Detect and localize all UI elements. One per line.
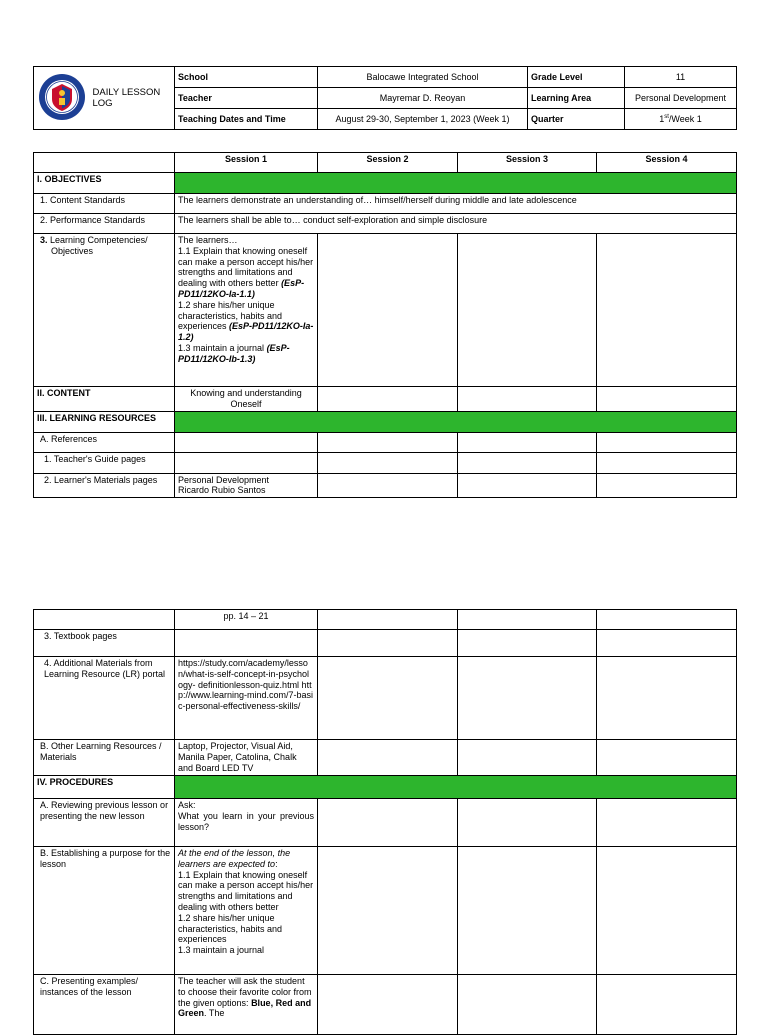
quarter-value	[625, 109, 737, 130]
references-session-2	[318, 432, 458, 452]
competency-1-2-text: 1.2 share his/her unique characteristics, habits and experiences	[178, 299, 283, 332]
learning-area-value: Personal Development	[625, 88, 737, 109]
dates-value: August 29-30, September 1, 2023 (Week 1)	[318, 109, 528, 130]
competency-1-2-code: (EsP-PD11/12KO-Ia-1.2)	[178, 321, 314, 343]
references-session-1	[175, 432, 318, 452]
textbook-session-2	[318, 630, 458, 657]
teacher-label: Teacher	[175, 88, 318, 109]
competency-1-3	[178, 343, 314, 365]
dll-title-line1: DAILY LESSON	[92, 86, 161, 98]
additional-session-2	[318, 657, 458, 740]
school-label: School	[175, 67, 318, 88]
presenting-session-2	[318, 975, 458, 1035]
performance-standards-value: The learners shall be able to… conduct self-exploration and simple disclosure	[175, 214, 737, 234]
quarter-suffix: st	[664, 113, 669, 120]
establishing-1-1: 1.1 Explain that knowing oneself can make a person accept his/her strengths and limitations and dealing with others better	[178, 869, 314, 912]
deped-seal-icon	[38, 73, 86, 121]
reviewing-question: What you learn in your previous lesson?	[178, 810, 314, 832]
dll-title-line2: LOG	[92, 98, 113, 109]
quarter-label: Quarter	[528, 109, 625, 130]
header-table	[33, 66, 737, 130]
competencies-session-3	[458, 234, 597, 387]
reviewing-ask: Ask:	[178, 800, 196, 810]
presenting-tail: . The	[204, 1008, 225, 1019]
other-resources-value: Laptop, Projector, Visual Aid, Manila Paper, Catolina, Chalk and Board LED TV	[175, 740, 318, 776]
teachers-guide-session-4	[597, 452, 737, 473]
textbook-session-4	[597, 630, 737, 657]
content-session-4	[597, 387, 737, 412]
pages-value: pp. 14 – 21	[175, 610, 318, 630]
session-4-header: Session 4	[597, 153, 737, 173]
establishing-intro	[178, 848, 314, 870]
teachers-guide-session-2	[318, 452, 458, 473]
additional-session-4	[597, 657, 737, 740]
competency-1-3-code: (EsP-PD11/12KO-Ib-1.3)	[178, 342, 290, 364]
pages-session-3	[458, 610, 597, 630]
competency-1-3-text: 1.3 maintain a journal	[178, 342, 267, 353]
learners-materials-label: 2. Learner's Materials pages	[34, 473, 175, 498]
content-heading: II. CONTENT	[34, 387, 175, 412]
session-3-header: Session 3	[458, 153, 597, 173]
blank-header-cell	[34, 153, 175, 173]
reviewing-session-2	[318, 799, 458, 847]
content-session-1: Knowing and understanding Oneself	[175, 387, 318, 412]
other-session-4	[597, 740, 737, 776]
session-1-header: Session 1	[175, 153, 318, 173]
deped-seal-cell	[34, 67, 90, 130]
content-standards-label: 1. Content Standards	[34, 194, 175, 214]
additional-materials-label: 4. Additional Materials from Learning Resource (LR) portal	[34, 657, 175, 740]
competencies-session-4	[597, 234, 737, 387]
presenting-label: C. Presenting examples/ instances of the lesson	[34, 975, 175, 1035]
presenting-session-4	[597, 975, 737, 1035]
content-standards-value: The learners demonstrate an understanding of… himself/herself during middle and late adolescence	[175, 194, 737, 214]
textbook-pages-label: 3. Textbook pages	[34, 630, 175, 657]
quarter-week: /Week 1	[668, 113, 702, 124]
presenting-session-3	[458, 975, 597, 1035]
reviewing-session-3	[458, 799, 597, 847]
pages-label-cell	[34, 610, 175, 630]
establishing-label: B. Establishing a purpose for the lesson	[34, 847, 175, 975]
learners-materials-session-1	[175, 473, 318, 498]
other-resources-label: B. Other Learning Resources / Materials	[34, 740, 175, 776]
learners-materials-session-2	[318, 473, 458, 498]
reviewing-label: A. Reviewing previous lesson or presenting the new lesson	[34, 799, 175, 847]
teachers-guide-label: 1. Teacher's Guide pages	[34, 452, 175, 473]
other-session-3	[458, 740, 597, 776]
session-2-header: Session 2	[318, 153, 458, 173]
competencies-label-text2: Objectives	[51, 245, 94, 256]
objectives-heading: I. OBJECTIVES	[34, 173, 175, 194]
competency-1-2	[178, 300, 314, 343]
competencies-label	[34, 234, 175, 387]
learners-materials-title: Personal Development	[178, 474, 270, 485]
dates-label: Teaching Dates and Time	[175, 109, 318, 130]
teacher-value: Mayremar D. Reoyan	[318, 88, 528, 109]
competencies-number: 3.	[40, 235, 48, 245]
resources-green-bar	[175, 411, 737, 432]
learners-materials-session-4	[597, 473, 737, 498]
additional-materials-value: https://study.com/academy/lesson/what-is-self-concept-in-psychology- definitionlesson-quiz.html http://www.learning-mind.com/7-basic-personal-effectiveness-skills/	[175, 657, 318, 740]
objectives-green-bar	[175, 173, 737, 194]
establishing-1-2: 1.2 share his/her unique characteristics, habits and experiences	[178, 912, 283, 945]
teachers-guide-session-1	[175, 452, 318, 473]
learning-area-label: Learning Area	[528, 88, 625, 109]
grade-level-value: 11	[625, 67, 737, 88]
quarter-number: 1	[659, 113, 665, 124]
school-value: Balocawe Integrated School	[318, 67, 528, 88]
establishing-1-3: 1.3 maintain a journal	[178, 945, 265, 956]
establishing-session-3	[458, 847, 597, 975]
pages-session-2	[318, 610, 458, 630]
teachers-guide-session-3	[458, 452, 597, 473]
references-label: A. References	[34, 432, 175, 452]
competencies-session-1	[175, 234, 318, 387]
textbook-session-1	[175, 630, 318, 657]
grade-level-label: Grade Level	[528, 67, 625, 88]
additional-session-3	[458, 657, 597, 740]
content-session-2	[318, 387, 458, 412]
establishing-value	[175, 847, 318, 975]
procedures-green-bar	[175, 776, 737, 799]
competency-1-1	[178, 246, 314, 300]
establishing-colon: :	[275, 858, 278, 869]
establishing-intro-text: At the end of the lesson, the learners are expected to	[178, 848, 291, 869]
presenting-value	[175, 975, 318, 1035]
other-session-2	[318, 740, 458, 776]
textbook-session-3	[458, 630, 597, 657]
presenting-text: The teacher will ask the student to choose their favorite color from the given options:	[178, 976, 312, 1008]
reviewing-value	[175, 799, 318, 847]
competencies-label-text: Learning Competencies/	[47, 235, 148, 245]
references-session-4	[597, 432, 737, 452]
presenting-colors: Blue, Red and Green	[178, 997, 312, 1019]
references-session-3	[458, 432, 597, 452]
pages-session-4	[597, 610, 737, 630]
establishing-session-4	[597, 847, 737, 975]
establishing-session-2	[318, 847, 458, 975]
lesson-table-page1	[33, 152, 737, 498]
competency-1-1-code: (EsP-PD11/12KO-Ia-1.1)	[178, 278, 305, 299]
competencies-session-2	[318, 234, 458, 387]
performance-standards-label: 2. Performance Standards	[34, 214, 175, 234]
learners-materials-author: Ricardo Rubio Santos	[178, 485, 266, 496]
reviewing-session-4	[597, 799, 737, 847]
competency-1-1-text: 1.1 Explain that knowing oneself can make a person accept his/her strengths and limitations and dealing with others better	[178, 245, 314, 289]
procedures-heading: IV. PROCEDURES	[34, 776, 175, 799]
learning-resources-heading: III. LEARNING RESOURCES	[34, 411, 175, 432]
lesson-table-page2	[33, 609, 737, 1035]
dll-title	[90, 67, 175, 130]
competencies-intro: The learners…	[178, 235, 238, 245]
learners-materials-session-3	[458, 473, 597, 498]
content-session-3	[458, 387, 597, 412]
